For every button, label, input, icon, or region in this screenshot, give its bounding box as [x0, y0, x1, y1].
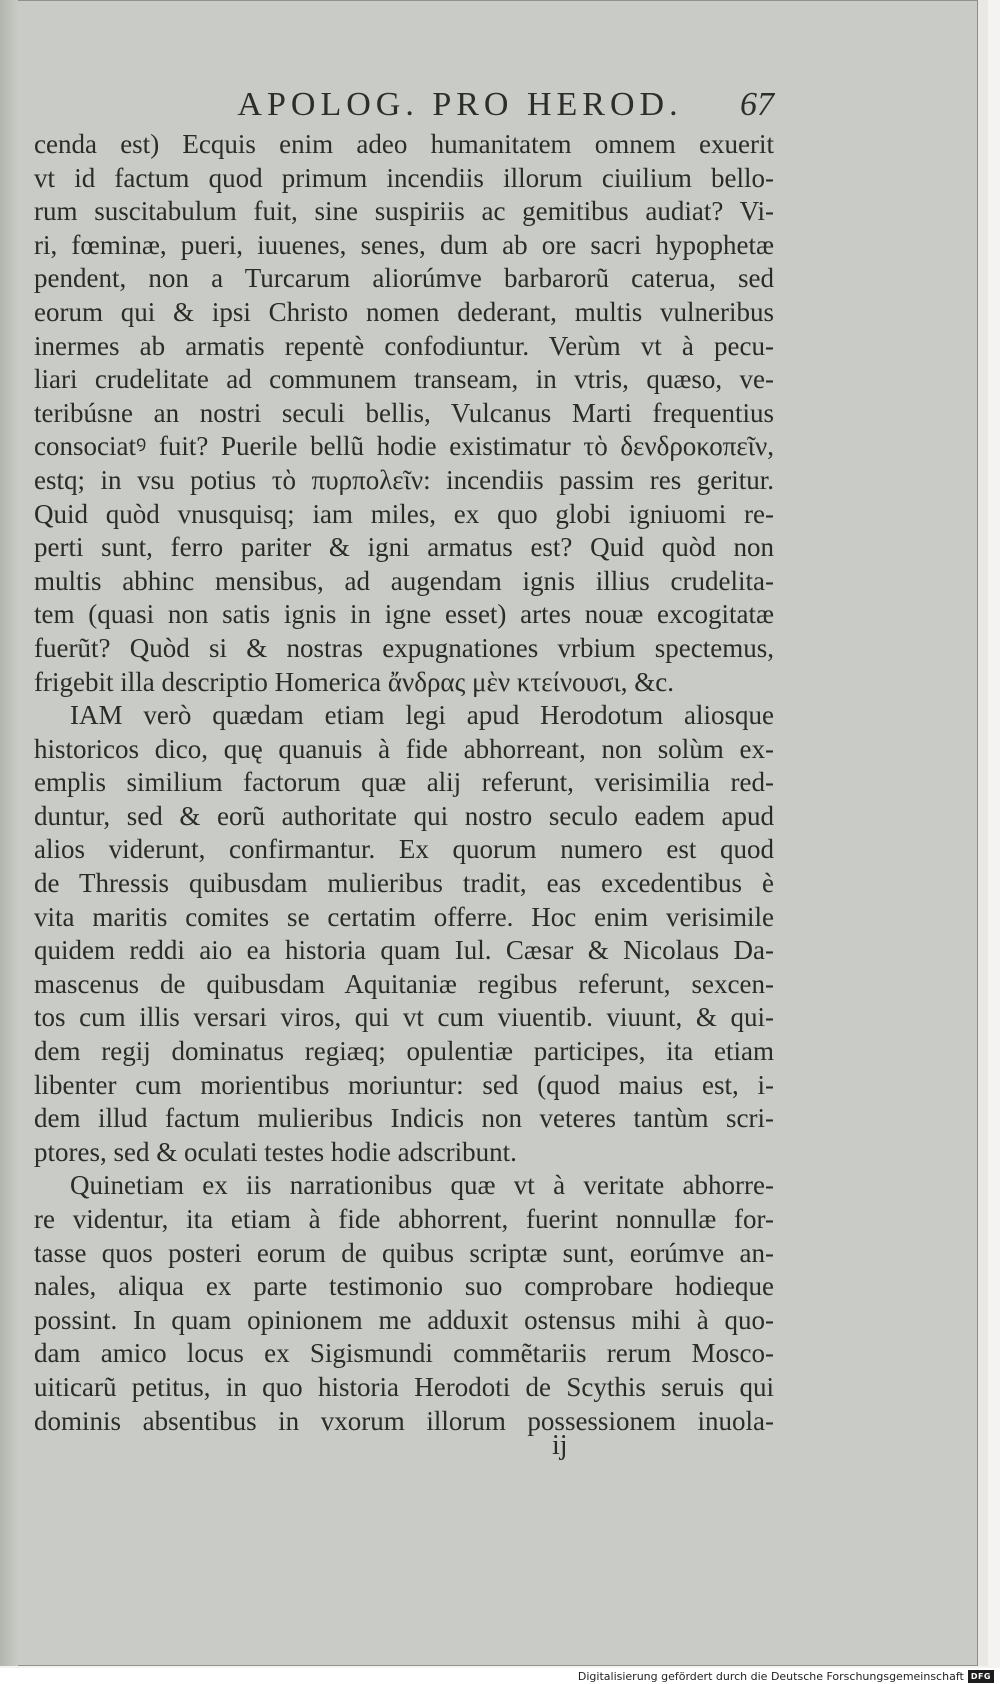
text-line: pendent, non a Turcarum aliorúmve barbarorũ caterua, sed — [34, 263, 774, 294]
signature-mark: ij — [552, 1430, 568, 1461]
text-line: rum suscitabulum fuit, sine suspiriis ac gemitibus audiat? Vi- — [34, 196, 774, 227]
text-line: frigebit illa descriptio Homerica ἄνδρας μὲν κτείνουσι, &c. — [34, 666, 674, 697]
text-line: consociatꝰ fuit? Puerile bellũ hodie existimatur τὸ δενδροκοπεῖν, — [34, 431, 774, 462]
footer-credit: Digitalisierung gefördert durch die Deutsche Forschungsgemeinschaft — [577, 1669, 964, 1683]
text-line: teribúsne an nostri seculi bellis, Vulcanus Marti frequentius — [34, 397, 774, 428]
text-line: cenda est) Ecquis enim adeo humanitatem omnem exuerit — [34, 129, 774, 159]
text-line: perti sunt, ferro pariter & igni armatus est? Quid quòd non — [34, 532, 774, 563]
text-line: dam amico locus ex Sigismundi commẽtariis rerum Mosco- — [34, 1338, 774, 1369]
text-line: re videntur, ita etiam à fide abhorrent, fuerint nonnullæ for- — [34, 1204, 774, 1234]
text-line: dominis absentibus in vxorum illorum possessionem inuola- — [34, 1405, 774, 1436]
text-line: dem regij dominatus regiæq; opulentiæ participes, ita etiam — [34, 1036, 774, 1067]
gutter-shadow — [0, 0, 18, 1666]
text-line: ptores, sed & oculati testes hodie adscribunt. — [34, 1136, 517, 1167]
text-line: fuerũt? Quòd si & nostras expugnationes vrbium spectemus, — [34, 632, 774, 663]
page-edge — [977, 0, 988, 1666]
text-line: quidem reddi aio ea historia quam Iul. Cæsar & Nicolaus Da- — [34, 935, 774, 966]
text-line: alios viderunt, confirmantur. Ex quorum numero est quod — [34, 834, 774, 865]
text-line: emplis similium factorum quæ alij referunt, verisimilia red- — [34, 767, 774, 798]
digitization-footer — [578, 1668, 994, 1684]
page-number: 67 — [740, 86, 774, 123]
running-head: APOLOG. PRO HEROD. — [237, 86, 683, 123]
text-line: mascenus de quibusdam Aquitaniæ regibus referunt, sexcen- — [34, 968, 774, 999]
text-line: eorum qui & ipsi Christo nomen dederant, multis vulneribus — [34, 296, 774, 327]
text-line: de Thressis quibusdam mulieribus tradit, eas excedentibus è — [34, 868, 774, 899]
text-line: IAM verò quædam etiam legi apud Herodotum aliosque — [70, 700, 774, 731]
text-line: Quid quòd vnusquisq; iam miles, ex quo globi igniuomi re- — [34, 498, 774, 529]
text-line: nales, aliqua ex parte testimonio suo comprobare hodieque — [34, 1271, 774, 1302]
text-line: possint. In quam opinionem me adduxit ostensus mihi à quo- — [34, 1304, 774, 1335]
text-line: inermes ab armatis repentè confodiuntur. Verùm vt à pecu- — [34, 330, 774, 361]
text-line: tos cum illis versari viros, qui vt cum viuentib. viuunt, & qui- — [34, 1002, 774, 1033]
text-line: tem (quasi non satis ignis in igne esset) artes nouæ excogitatæ — [34, 599, 774, 630]
body-text — [34, 128, 774, 1438]
text-line: vita maritis comites se certatim offerre. Hoc enim verisimile — [34, 901, 774, 932]
text-line: vt id factum quod primum incendiis illorum ciuilium bello- — [34, 162, 774, 193]
text-line: tasse quos posteri eorum de quibus scriptæ sunt, eorúmve an- — [34, 1237, 774, 1268]
text-line: libenter cum morientibus moriuntur: sed (quod maius est, i- — [34, 1069, 774, 1100]
text-line: multis abhinc mensibus, ad augendam ignis illius crudelita- — [34, 565, 774, 596]
text-line: estq; in vsu potius τὸ πυρπολεῖν: incendiis passim res geritur. — [34, 464, 774, 495]
text-line: historicos dico, quę quanuis à fide abhorreant, non solùm ex- — [34, 733, 774, 764]
text-line: duntur, sed & eorũ authoritate qui nostro seculo eadem apud — [34, 800, 774, 831]
dfg-logo: DFG — [968, 1670, 994, 1683]
text-line: liari crudelitate ad communem transeam, in vtris, quæso, ve- — [34, 364, 774, 395]
text-line: Quinetiam ex iis narrationibus quæ vt à veritate abhorre- — [70, 1170, 774, 1201]
text-line: uiticarũ petitus, in quo historia Herodoti de Scythis seruis qui — [34, 1371, 774, 1402]
text-line: dem illud factum mulieribus Indicis non veteres tantùm scri- — [34, 1103, 774, 1134]
text-line: ri, fœminæ, pueri, iuuenes, senes, dum ab ore sacri hypophetæ — [34, 229, 774, 260]
